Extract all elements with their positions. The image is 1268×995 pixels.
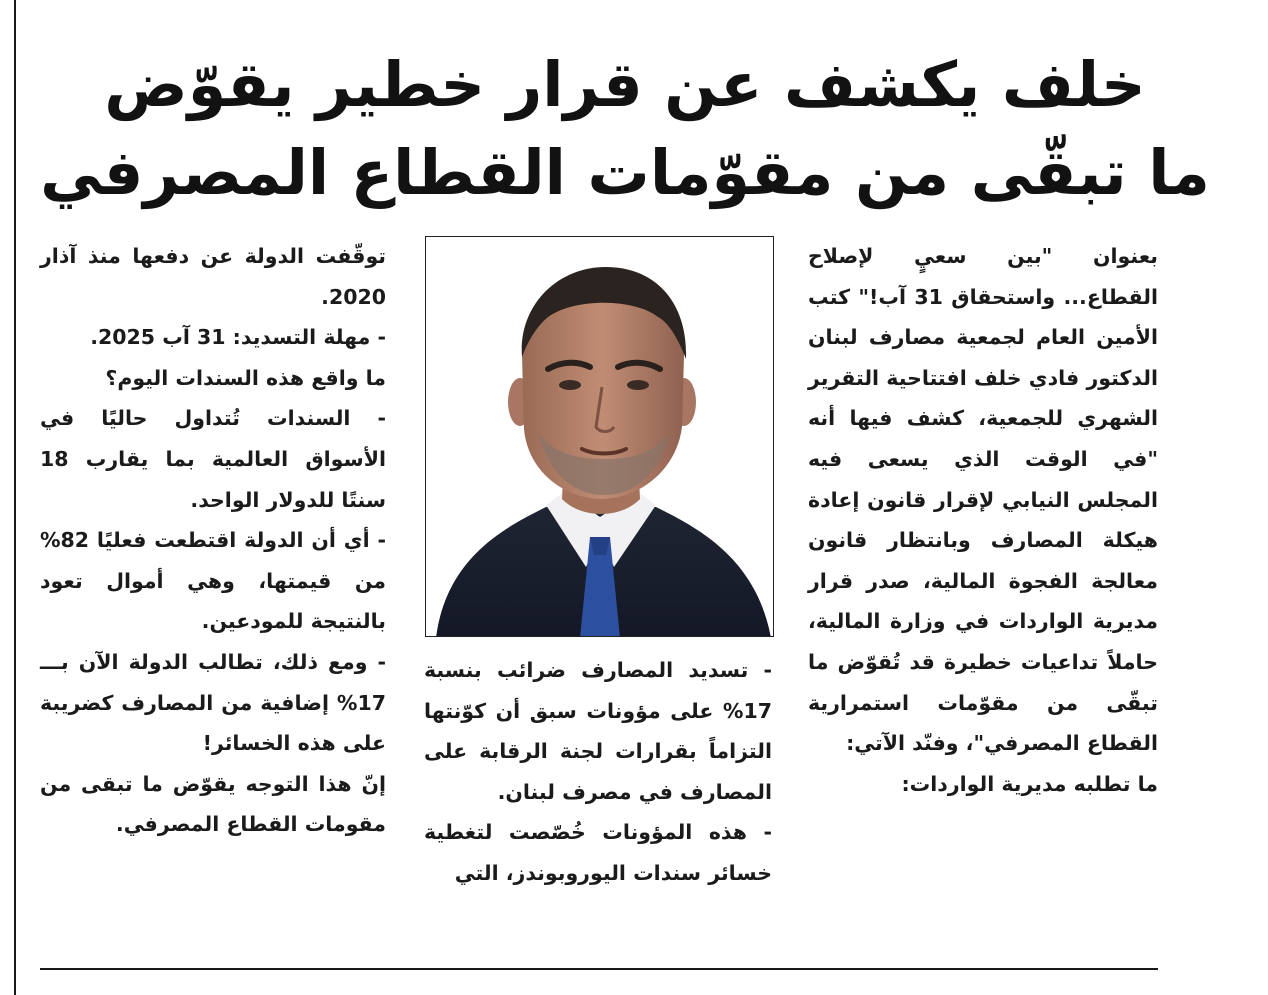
paragraph: - أي أن الدولة اقتطعت فعليًا 82% من قيمتها، وهي أموال تعود بالنتيجة للمودعين. [40,528,386,634]
column-rule-left [14,0,16,995]
paragraph: - مهلة التسديد: 31 آب 2025. [90,325,386,350]
article-column-middle [424,650,772,894]
portrait-photo [425,236,774,637]
article-column-right [808,236,1158,804]
paragraph: - هذه المؤونات خُصّصت لتغطية خسائر سندات اليوروبوندز، التي [424,820,772,885]
paragraph: ما تطلبه مديرية الواردات: [901,771,1158,796]
headline-line-1: خلف يكشف عن قرار خطير يقوّض [104,48,1146,121]
paragraph: إنّ هذا التوجه يقوّض ما تبقى من مقومات القطاع المصرفي. [40,771,386,837]
portrait-illustration [426,237,774,637]
paragraph: ما واقع هذه السندات اليوم؟ [105,365,386,390]
article-column-left [40,236,386,845]
bottom-rule [40,968,1158,970]
paragraph: - ومع ذلك، تطالب الدولة الآن بـــ 17% إضافية من المصارف كضريبة على هذه الخسائر! [40,649,386,756]
paragraph: توقّفت الدولة عن دفعها منذ آذار 2020. [40,244,386,309]
paragraph: - تسديد المصارف ضرائب بنسبة 17% على مؤونات سبق أن كوّنتها التزاماً بقرارات لجنة الرقابة على المصارف في مصرف لبنان. [424,658,772,804]
paragraph: - السندات تُتداول حاليًا في الأسواق العالمية بما يقارب 18 سنتًا للدولار الواحد. [40,406,386,512]
headline-line-2: ما تبقّى من مقوّمات القطاع المصرفي [40,136,1210,209]
paragraph: بعنوان "بين سعيٍ لإصلاح القطاع... واستحقاق 31 آب!" كتب الأمين العام لجمعية مصارف لبنان الدكتور فادي خلف افتتاحية التقرير الشهري للجمعية، كشف فيها أنه "في الوقت الذي يسعى فيه المجلس النيابي لإقرار قانون إعادة هيكلة المصارف وبانتظار قانون معالجة الفجوة المالية، صدر قرار مديرية الواردات في وزارة المالية، حاملاً تداعيات خطيرة قد تُقوّض ما تبقّى من مقوّمات استمرارية القطاع المصرفي"، وفنّد الآتي: [808,244,1158,756]
